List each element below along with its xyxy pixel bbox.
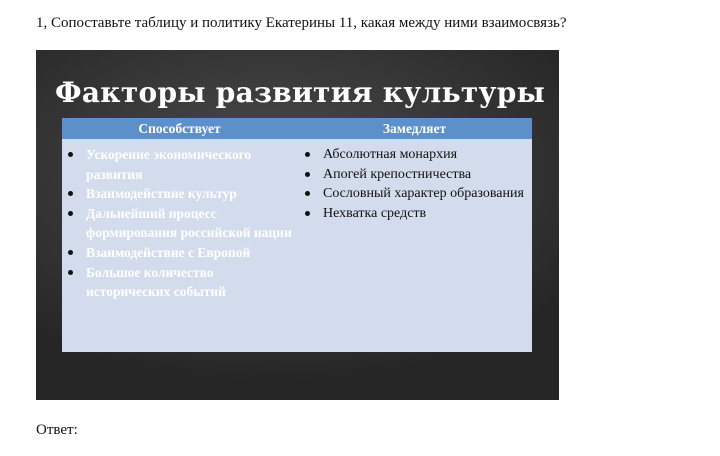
bullet-icon (68, 152, 73, 157)
list-item-text: Сословный характер образования (323, 186, 524, 202)
list-item (62, 243, 295, 263)
list-item-text: Ускорение экономического развития (86, 147, 252, 182)
list-item-text: Абсолютная монархия (323, 147, 458, 162)
list-item (62, 263, 295, 302)
question-text: 1, Сопоставьте таблицу и политику Екатерины 11, какая между ними взаимосвязь? (36, 15, 567, 31)
list-item-text: Апогей крепостничества (323, 166, 472, 182)
list-item (299, 184, 532, 204)
list-item-text: Нехватка средств (323, 205, 427, 221)
list-item-text: Дальнейший процесс формирования российской нации (86, 205, 292, 241)
list-item-text: Взаимодействие культур (86, 186, 237, 202)
list-item (62, 145, 295, 184)
bullet-icon (68, 250, 73, 255)
table-header (62, 118, 532, 139)
bullet-icon (68, 270, 73, 275)
answer-label: Ответ: (36, 422, 78, 438)
list-item-text: Взаимодействие с Европой (86, 244, 251, 260)
slide-title: Факторы развития культуры (55, 76, 546, 109)
header-slows: Замедляет (382, 121, 447, 136)
bullet-icon (305, 191, 310, 196)
list-item (62, 184, 295, 204)
slows-column (295, 145, 532, 302)
bullet-icon (305, 152, 310, 157)
list-item (299, 165, 532, 185)
header-promotes: Способствует (138, 121, 221, 136)
promotes-column (62, 145, 295, 302)
factors-table (62, 118, 532, 352)
bullet-icon (68, 191, 73, 196)
list-item (299, 204, 532, 224)
bullet-icon (68, 211, 73, 216)
bullet-icon (305, 172, 310, 177)
table-body (62, 139, 532, 302)
slide-image (36, 50, 559, 400)
list-item (62, 204, 295, 243)
bullet-icon (305, 211, 310, 216)
list-item-text: Большое количество исторических событий (86, 264, 226, 300)
list-item (299, 145, 532, 165)
